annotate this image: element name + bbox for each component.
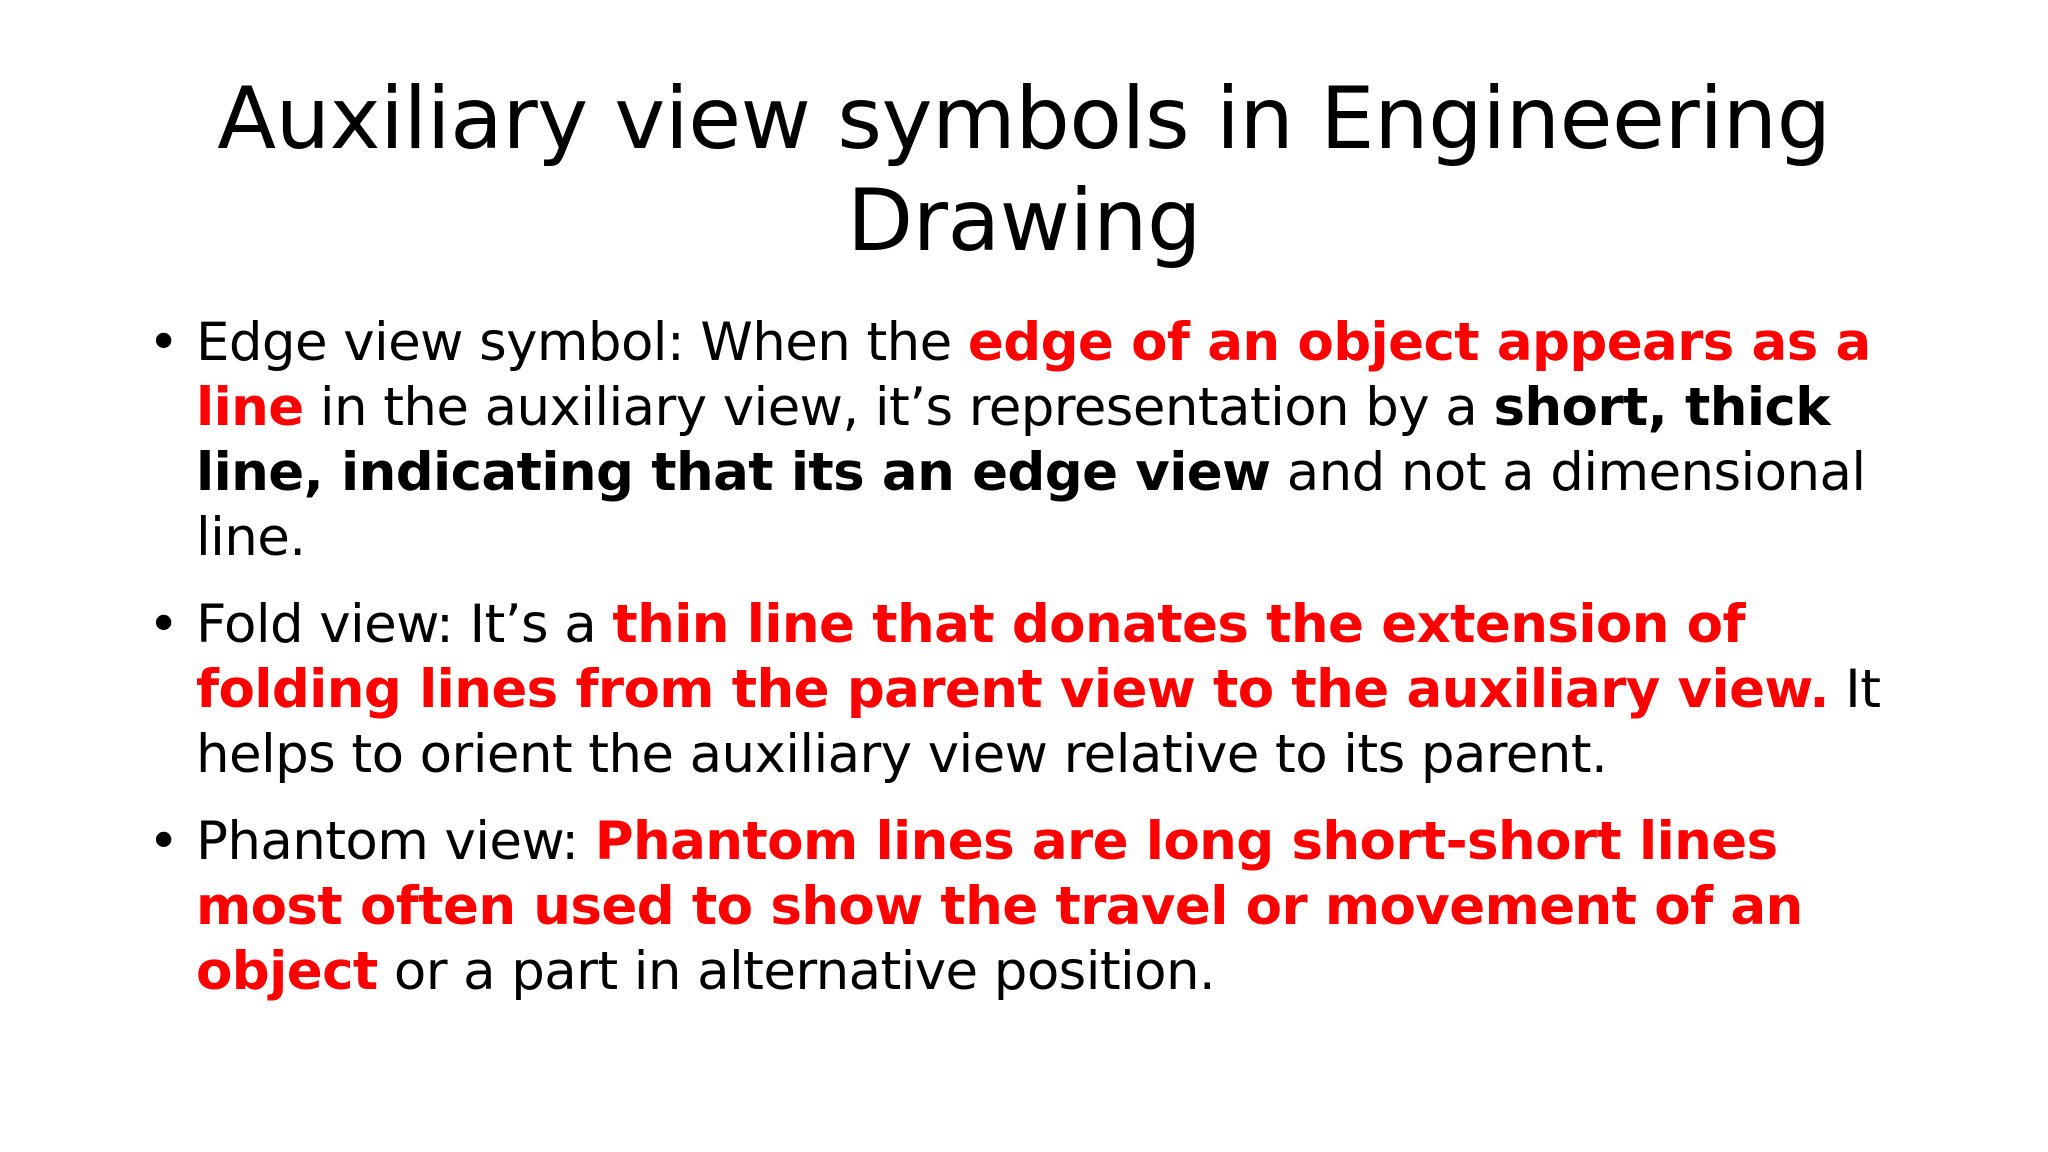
bullet-text-normal: Fold view: It’s a xyxy=(196,594,613,655)
bullet-text-emphasis-red: edge of an object appears as a line xyxy=(196,312,1871,438)
bullet-item-fold-view xyxy=(148,592,1896,787)
bullet-item-phantom-view xyxy=(148,809,1896,1004)
bullet-text-normal: or a part in alternative position. xyxy=(377,941,1216,1002)
bullet-text-normal: Edge view symbol: When the xyxy=(196,312,968,373)
bullet-dot-icon: • xyxy=(148,594,179,655)
bullet-text-emphasis-red: Phantom lines are long short-short lines most often used to show the travel or movement of an object xyxy=(196,811,1803,1002)
bullet-list xyxy=(148,310,1896,1026)
bullet-dot-icon: • xyxy=(148,811,179,872)
bullet-dot-icon: • xyxy=(148,312,179,373)
bullet-text-normal: Phantom view: xyxy=(196,811,595,872)
bullet-text-normal: and not a dimensional line. xyxy=(196,442,1866,568)
bullet-text-emphasis-red: thin line that donates the extension of folding lines from the parent view to the auxiliary view. xyxy=(196,594,1829,720)
bullet-item-edge-view xyxy=(148,310,1896,570)
bullet-text-normal: It helps to orient the auxiliary view relative to its parent. xyxy=(196,659,1881,785)
title-line-2: Drawing xyxy=(846,171,1202,271)
title-line-1: Auxiliary view symbols in Engineering xyxy=(217,69,1831,169)
slide-title xyxy=(150,68,1898,272)
bullet-text-emphasis-bold: short, thick line, indicating that its an edge view xyxy=(196,377,1830,503)
bullet-text-normal: in the auxiliary view, it’s representation by a xyxy=(303,377,1494,438)
